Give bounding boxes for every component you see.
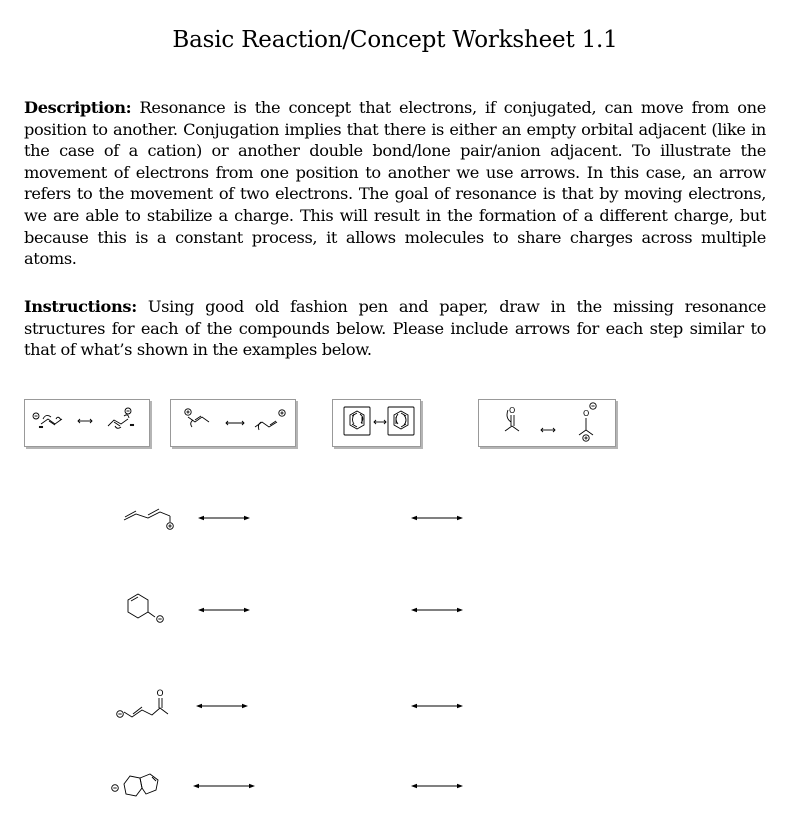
resonance-arrow-4b <box>411 781 463 791</box>
description-paragraph <box>24 97 766 270</box>
resonance-arrow-2b <box>411 605 463 615</box>
enone-anion-molecule <box>112 686 178 726</box>
diene-cation-molecule <box>118 500 184 536</box>
resonance-arrow-3a <box>196 701 248 711</box>
description-label: Description: <box>24 98 132 117</box>
resonance-arrow-4a <box>193 781 255 791</box>
resonance-arrow-1b <box>411 513 463 523</box>
svg-text:O: O <box>156 689 164 699</box>
svg-text:O: O <box>509 406 516 415</box>
instructions-paragraph <box>24 296 766 361</box>
resonance-arrow-2a <box>198 605 250 615</box>
instructions-text: Using good old fashion pen and paper, draw in the missing resonance structures for each of the compounds below. Please include arrows for each step similar to that of what’s shown in the examples below. <box>24 297 766 360</box>
example-allyl-anion-figure <box>25 400 149 446</box>
example-carbonyl <box>478 399 616 447</box>
resonance-arrow-1a <box>198 513 250 523</box>
example-allyl-cation-figure <box>171 400 295 446</box>
description-text: Resonance is the concept that electrons, if conjugated, can move from one position to another. Conjugation implies that there is either an empty orbital adjacent (like in the case of a cation) or another double bond/lone pair/anion adjacent. To illustrate the movement of electrons from one position to another we use arrows. In this case, an arrow refers to the movement of two electrons. The goal of resonance is that by moving electrons, we are able to stabilize a charge. This will result in the formation of a different charge, but because this is a constant process, it allows molecules to share charges across multiple atoms. <box>24 98 766 269</box>
svg-text:O: O <box>583 409 590 418</box>
resonance-arrow-3b <box>411 701 463 711</box>
instructions-label: Instructions: <box>24 297 137 316</box>
cyclohexenyl-anion-molecule <box>122 590 172 626</box>
page-title: Basic Reaction/Concept Worksheet 1.1 <box>172 27 618 53</box>
example-allyl-anion <box>24 399 150 447</box>
example-benzene <box>332 399 421 447</box>
example-allyl-cation <box>170 399 296 447</box>
bicyclic-anion-molecule <box>106 768 172 806</box>
example-carbonyl-figure <box>479 400 615 446</box>
example-benzene-figure <box>333 400 420 446</box>
